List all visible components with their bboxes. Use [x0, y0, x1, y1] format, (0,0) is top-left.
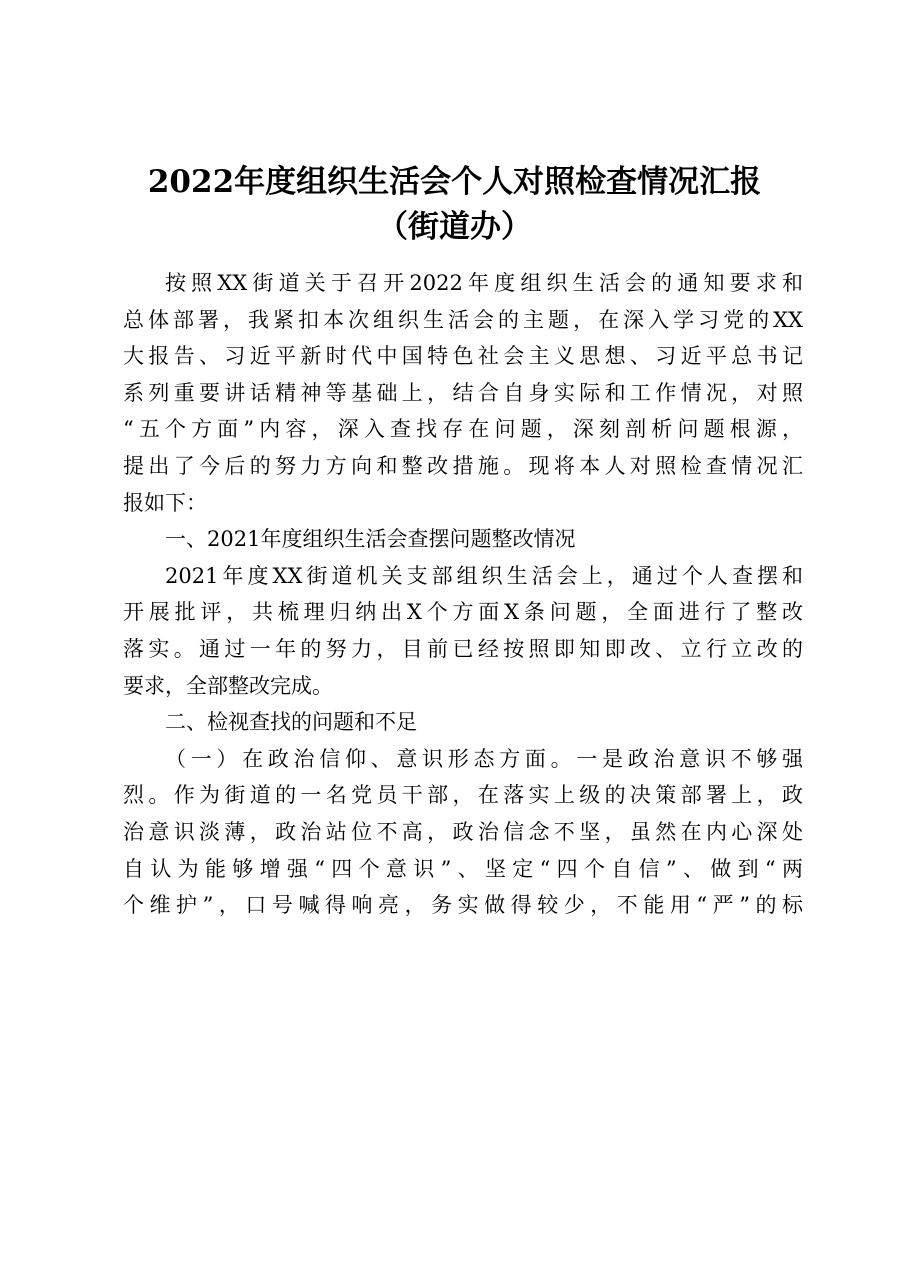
text-line: 按照XX街道关于召开2022年度组织生活会的通知要求和: [165, 271, 803, 295]
text-line: 大报告、习近平新时代中国特色社会主义思想、习近平总书记: [123, 344, 803, 369]
section-heading-2: 二、检视查找的问题和不足: [165, 710, 417, 735]
paragraph-rectification: [123, 558, 803, 704]
text-line: 提出了今后的努力方向和整改措施。现将本人对照检查情况汇: [123, 453, 803, 478]
paragraph-intro: [123, 265, 803, 521]
text-line: “五个方面”内容，深入查找存在问题，深刻剖析问题根源，: [123, 417, 803, 442]
section-heading-1: 一、2021年度组织生活会查摆问题整改情况: [165, 527, 576, 552]
paragraph-problems: [123, 741, 803, 924]
text-line: 2021年度XX街道机关支部组织生活会上，通过个人查摆和: [165, 563, 803, 588]
text-line: 自认为能够增强“四个意识”、坚定“四个自信”、做到“两: [123, 856, 803, 881]
document-title: 2022年度组织生活会个人对照检查情况汇报: [147, 164, 762, 200]
document-subtitle: （街道办）: [377, 209, 532, 245]
document-body: [123, 265, 803, 924]
text-line: 烈。作为街道的一名党员干部，在落实上级的决策部署上，政: [123, 783, 803, 808]
text-line: 落实。通过一年的努力，目前已经按照即知即改、立行立改的: [123, 636, 803, 661]
text-line: 治意识淡薄，政治站位不高，政治信念不坚，虽然在内心深处: [123, 819, 803, 844]
text-line: 个维护”，口号喊得响亮，务实做得较少，不能用“严”的标: [123, 893, 803, 918]
text-line: 要求，全部整改完成。: [123, 673, 333, 698]
text-line: 报如下：: [123, 490, 207, 515]
text-line: （一）在政治信仰、意识形态方面。一是政治意识不够强: [165, 746, 803, 771]
text-line: 开展批评，共梳理归纳出X个方面X条问题，全面进行了整改: [123, 600, 803, 625]
text-line: 总体部署，我紧扣本次组织生活会的主题，在深入学习党的XX: [123, 307, 803, 332]
text-line: 系列重要讲话精神等基础上，结合自身实际和工作情况，对照: [123, 380, 803, 405]
